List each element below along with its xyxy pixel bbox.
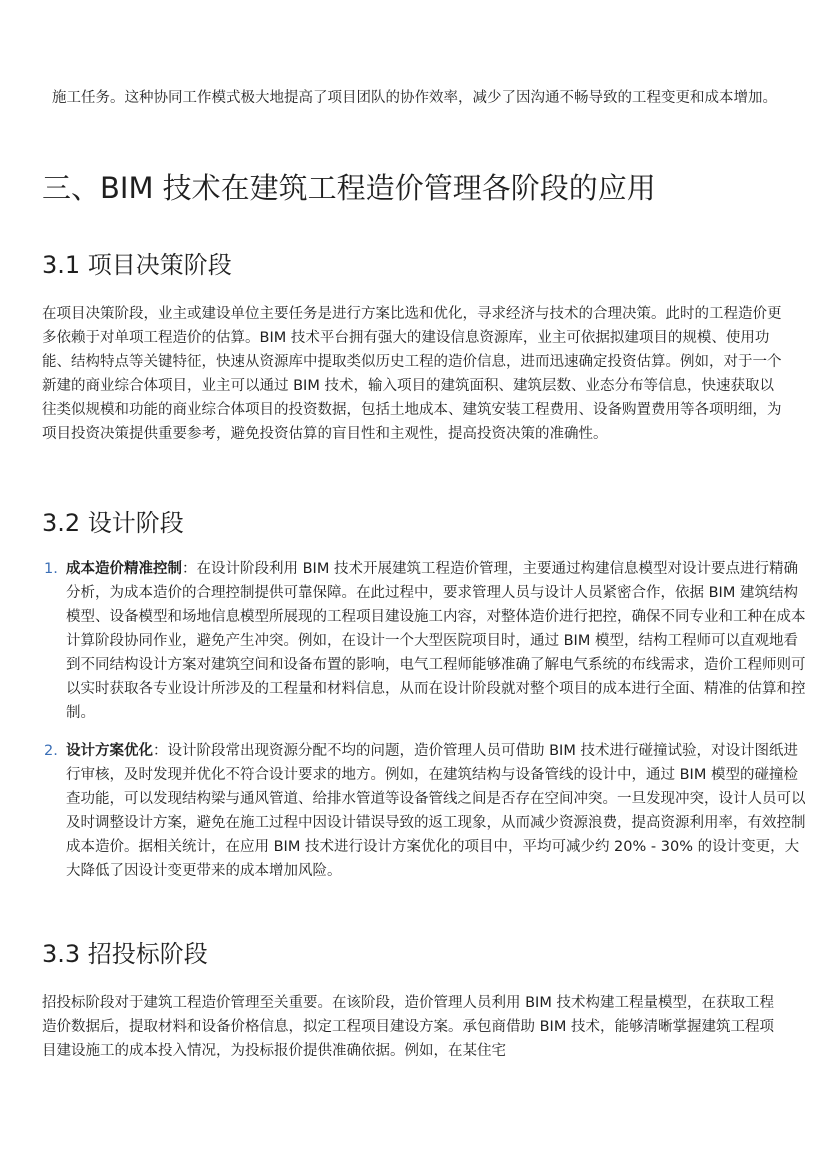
list-item <box>42 739 807 883</box>
design-stage-list <box>42 557 807 725</box>
list-item-title: 设计方案优化 <box>66 743 153 759</box>
decision-stage-paragraph: 在项目决策阶段，业主或建设单位主要任务是进行方案比选和优化，寻求经济与技术的合理决策。此时的工程造价更多依赖于对单项工程造价的估算。BIM 技术平台拥有强大的建设信息资源库，业主可依据拟建项目的规模、使用功能、结构特点等关键特征，快速从资源库中提取类似历史工程的造价信息，进而迅速确定投资估算。例如，对于一个新建的商业综合体项目，业主可以通过 BIM 技术，输入项目的建筑面积、建筑层数、业态分布等信息，快速获取以往类似规模和功能的商业综合体项目的投资数据，包括土地成本、建筑安装工程费用、设备购置费用等各项明细，为项目投资决策提供重要参考，避免投资估算的盲目性和主观性，提高投资决策的准确性。 <box>42 306 782 442</box>
section-title: 三、BIM 技术在建筑工程造价管理各阶段的应用 <box>42 171 656 205</box>
continuation-paragraph: 施工任务。这种协同工作模式极大地提高了项目团队的协作效率，减少了因沟通不畅导致的工程变更和成本增加。 <box>52 90 777 106</box>
list-item-body: ：在设计阶段利用 BIM 技术开展建筑工程造价管理，主要通过构建信息模型对设计要点进行精确分析，为成本造价的合理控制提供可靠保障。在此过程中，要求管理人员与设计人员紧密合作，依据 BIM 建筑结构模型、设备模型和场地信息模型所展现的工程项目建设施工内容，对整体造价进行把控，确保不同专业和工种在成本计算阶段协同作业，避免产生冲突。例如，在设计一个大型医院项目时，通过 BIM 模型，结构工程师可以直观地看到不同结构设计方案对建筑空间和设备布置的影响，电气工程师能够准确了解电气系统的布线需求，造价工程师则可以实时获取各专业设计所涉及的工程量和材料信息，从而在设计阶段就对整个项目的成本进行全面、精准的估算和控制。 <box>66 561 806 721</box>
list-item-text <box>66 739 807 883</box>
subsection-title-3-1: 3.1 项目决策阶段 <box>42 251 232 279</box>
list-item-text <box>66 557 807 725</box>
list-item <box>42 557 807 725</box>
list-marker: 1. <box>44 561 58 577</box>
subsection-title-3-2: 3.2 设计阶段 <box>42 509 184 537</box>
design-stage-list-continued <box>42 739 807 883</box>
subsection-title-3-3: 3.3 招投标阶段 <box>42 940 208 968</box>
bidding-stage-paragraph: 招投标阶段对于建筑工程造价管理至关重要。在该阶段，造价管理人员利用 BIM 技术构建工程量模型，在获取工程造价数据后，提取材料和设备价格信息，拟定工程项目建设方案。承包商借助 BIM 技术，能够清晰掌握建筑工程项目建设施工的成本投入情况，为投标报价提供准确依据。例如，在某住宅 <box>42 995 774 1059</box>
list-item-body: ：设计阶段常出现资源分配不均的问题，造价管理人员可借助 BIM 技术进行碰撞试验，对设计图纸进行审核，及时发现并优化不符合设计要求的地方。例如，在建筑结构与设备管线的设计中，通过 BIM 模型的碰撞检查功能，可以发现结构梁与通风管道、给排水管道等设备管线之间是否存在空间冲突。一旦发现冲突，设计人员可以及时调整设计方案，避免在施工过程中因设计错误导致的返工现象，从而减少资源浪费，提高资源利用率，有效控制成本造价。据相关统计，在应用 BIM 技术进行设计方案优化的项目中，平均可减少约 20% - 30% 的设计变更，大大降低了因设计变更带来的成本增加风险。 <box>66 743 806 879</box>
list-marker: 2. <box>44 743 58 759</box>
list-item-title: 成本造价精准控制 <box>66 561 182 577</box>
